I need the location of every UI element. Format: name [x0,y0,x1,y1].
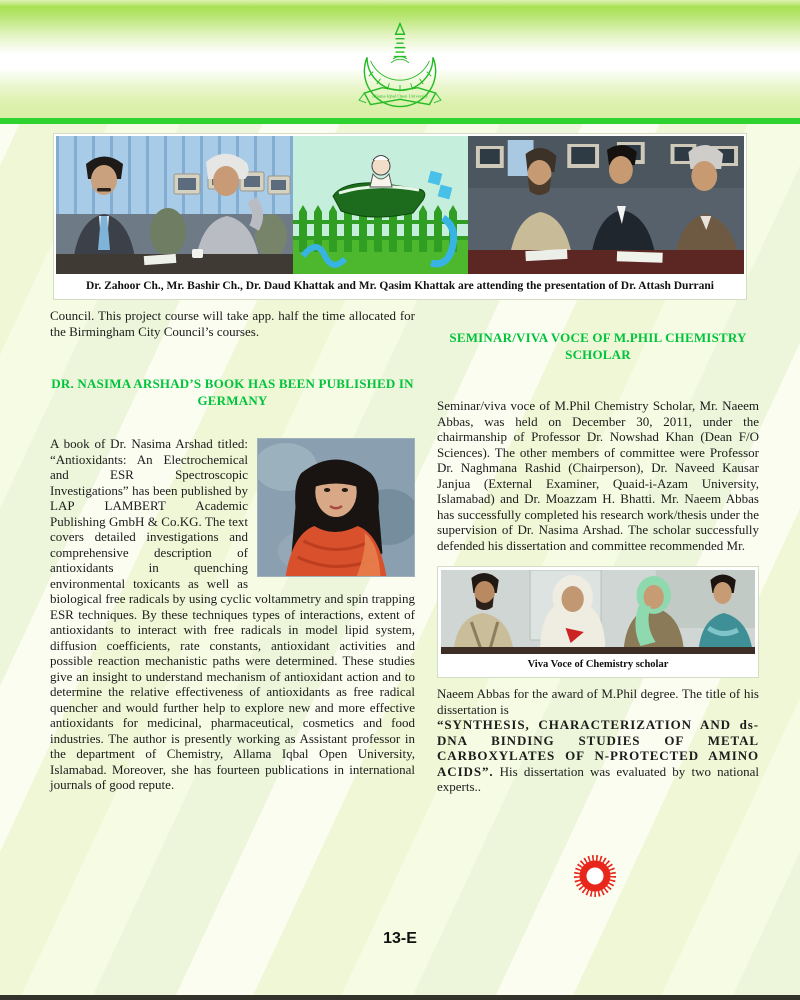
header-divider [0,118,800,124]
book-paragraph-text: A book of Dr. Nasima Arshad titled: “Antioxidants: An Electrochemical and ESR Spectroscopic Investigations” has been published by LAP LAMBERT Academic Publishing GmbH & Co.KG. The text covers detailed investigations and comprehensive description of antioxidants in quenching environmental toxicants as well as biological free radicals by using cyclic voltammetry and spin trapping ESR techniques. By these techniques types of interactions, extent of antioxidants to interact with free radicals in model lipid system, diffusion coefficients, rate constants, antioxidant activities and possible reaction mechanistic paths were determined. These studies give an insight to understand mechanism of antioxidant action and to determine the relative effectiveness of antioxidants as free radical quencher and would further help to explore new and more effective antioxidants for medicinal, pharmaceutical, cosmetics and food industries. The author is presently working as Assistant professor in the department of Chemistry, Allama Iqbal Open University, Islamabad. Moreover, she has fourteen publications in international journals of good repute. [50,436,415,792]
page-number: 13-E [383,930,417,947]
book-paragraph [50,436,415,793]
top-photo-figure [53,133,747,300]
photo-cartoon-center [293,136,468,274]
viva-photo-figure [437,566,759,678]
intro-paragraph: Council. This project course will take app. half the time allocated for the Birmingham City Council’s courses. [50,308,415,339]
photo-nasima-arshad-portrait [257,438,415,577]
top-photo-strip [56,136,744,274]
bottom-border [0,995,800,1000]
left-section-heading: DR. NASIMA ARSHAD’S BOOK HAS BEEN PUBLISHED IN GERMANY [51,376,414,408]
header-band [0,0,800,118]
award-paragraph [437,686,759,795]
left-column [50,308,415,793]
right-column [437,330,759,795]
photo-meeting-left [56,136,293,274]
dissertation-title: “SYNTHESIS, CHARACTERIZATION AND ds-DNA BINDING STUDIES OF METAL CARBOXYLATES OF N-PROTECTED AMINO ACIDS”. [437,717,759,779]
logo-banner-text: Allama Iqbal Open University [371,94,429,100]
award-text-end: His dissertation was evaluated by two national experts.. [437,763,759,794]
university-crest-logo [334,20,466,118]
photo-meeting-right [468,136,744,274]
top-photo-caption: Dr. Zahoor Ch., Mr. Bashir Ch., Dr. Daud Khattak and Mr. Qasim Khattak are attending the presentation of Dr. Attash Durrani [86,280,714,292]
award-text-lead: Naeem Abbas for the award of M.Phil degree. The title of his dissertation is [437,686,759,717]
sun-icon [572,853,618,899]
seminar-paragraph: Seminar/viva voce of M.Phil Chemistry Scholar, Mr. Naeem Abbas, was held on December 30, 2011, under the chairmanship of Professor Dr. Nowshad Khan (Dean F/O Sciences). The other members of committee were Professor Dr. Naghmana Rashid (Chairperson), Dr. Naveed Kausar Janjua (External Examiner, Quaid-i-Azam University, Islamabad) and Dr. Moazzam H. Bhatti. Mr. Naeem Abbas has successfully completed his research work/thesis under the supervision of Dr. Nasima Arshad. The scholar successfully defended his dissertation and committee recommended Mr. [437,398,759,553]
photo-viva-voce [441,570,755,654]
viva-photo-caption: Viva Voce of Chemistry scholar [527,659,669,670]
right-section-heading: SEMINAR/VIVA VOCE OF M.PHIL CHEMISTRY SCHOLAR [449,330,747,362]
